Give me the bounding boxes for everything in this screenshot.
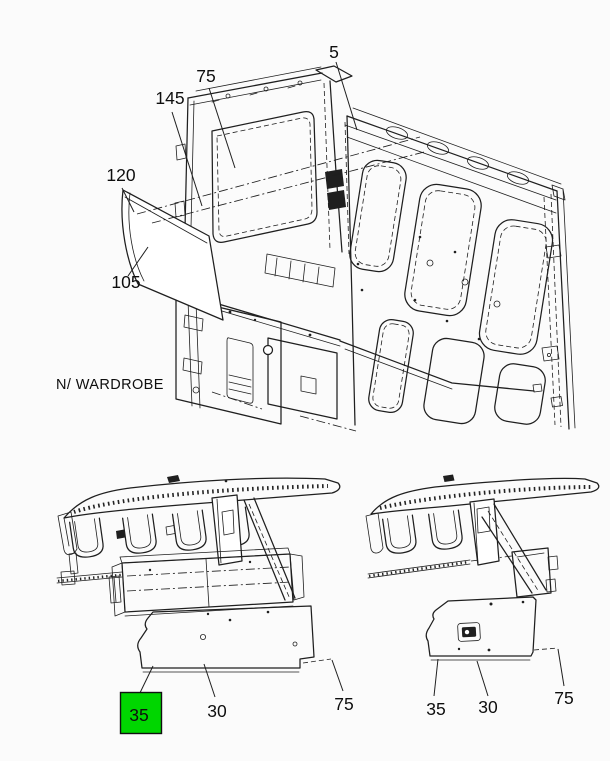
wardrobe-door-panel: [122, 190, 223, 320]
br-leader-lines: [434, 648, 564, 696]
bottom-right-diagram: [366, 475, 599, 720]
wardrobe-note: N/ WARDROBE: [56, 377, 164, 393]
callout-120[interactable]: 120: [106, 165, 136, 185]
cab-rear-panel: [345, 108, 575, 429]
bl-callout-35[interactable]: 35: [129, 705, 149, 725]
top-diagram: [56, 42, 575, 431]
bl-storage-box: [112, 548, 304, 616]
bl-support-column: [212, 495, 242, 565]
br-lower-trim-panel: [426, 597, 536, 660]
bl-callout-30[interactable]: 30: [207, 701, 227, 721]
br-callout-75[interactable]: 75: [554, 688, 574, 708]
bl-callout-75[interactable]: 75: [334, 694, 354, 714]
lower-bunk-frame: [168, 289, 534, 431]
latch-detail: [458, 622, 481, 641]
bottom-left-diagram: [57, 475, 354, 734]
hinge-block-lower: [327, 190, 346, 210]
br-callout-35[interactable]: 35: [426, 699, 446, 719]
callout-105[interactable]: 105: [111, 272, 141, 292]
br-support-column: [470, 499, 499, 565]
br-window-arches: [383, 510, 464, 555]
callout-145[interactable]: 145: [155, 88, 185, 108]
br-callout-30[interactable]: 30: [478, 697, 498, 717]
hinge-block-upper: [325, 169, 344, 189]
callout-75-top[interactable]: 75: [196, 66, 216, 86]
callout-5[interactable]: 5: [329, 42, 339, 62]
bl-lower-trim-panel: [138, 606, 314, 672]
bl-leader-lines: [137, 659, 343, 699]
bl-canopy: [57, 475, 340, 603]
construction-lines: [137, 137, 424, 223]
